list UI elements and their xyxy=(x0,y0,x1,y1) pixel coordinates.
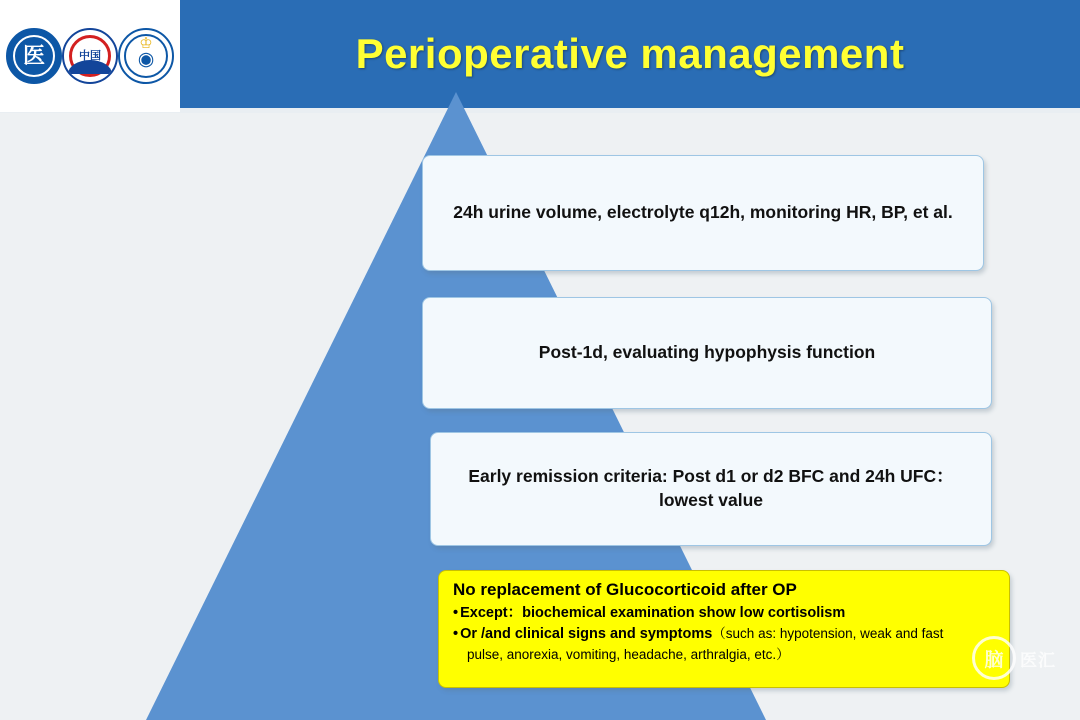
bullet-icon: • xyxy=(453,605,459,622)
step-box-3 xyxy=(430,432,992,546)
hospital-emblem-logo-glyph: 医 xyxy=(22,43,45,68)
watermark xyxy=(972,632,1064,684)
highlight-bullet-2-note: （such as: hypotension, weak and fast xyxy=(712,626,944,642)
highlight-bullet-2 xyxy=(453,624,997,645)
brain-icon: ◉ xyxy=(137,49,155,70)
watermark-text: 医汇 xyxy=(1020,650,1056,670)
neurosurgery-society-logo xyxy=(118,28,174,84)
bullet-icon: • xyxy=(453,626,459,643)
highlight-continuation: pulse, anorexia, vomiting, headache, arthralgia, etc.） xyxy=(467,647,790,663)
medical-association-logo-glyph: 中国 xyxy=(79,49,101,62)
step-box-2 xyxy=(422,297,992,409)
page-title: Perioperative management xyxy=(355,30,905,77)
highlight-bullet-1-label: Except：biochemical examination show low cortisolism xyxy=(460,605,846,622)
highlight-bullet-2-label: Or /and clinical signs and symptoms xyxy=(460,626,713,643)
step-box-1-label: 24h urine volume, electrolyte q12h, monitoring HR, BP, et al. xyxy=(453,202,953,223)
highlight-box xyxy=(438,570,1010,688)
step-box-3-label: Early remission criteria: Post d1 or d2 BFC and 24h UFC：lowest value xyxy=(468,466,954,510)
highlight-bullet-1 xyxy=(453,603,997,624)
highlight-title: No replacement of Glucocorticoid after OP xyxy=(453,580,797,599)
watermark-mark: 脑 xyxy=(972,636,1016,680)
step-box-2-label: Post-1d, evaluating hypophysis function xyxy=(538,342,876,363)
medical-association-logo xyxy=(62,28,118,84)
hospital-emblem-logo xyxy=(6,28,62,84)
crown-icon: ♔ xyxy=(139,35,153,52)
step-box-1 xyxy=(422,155,984,271)
